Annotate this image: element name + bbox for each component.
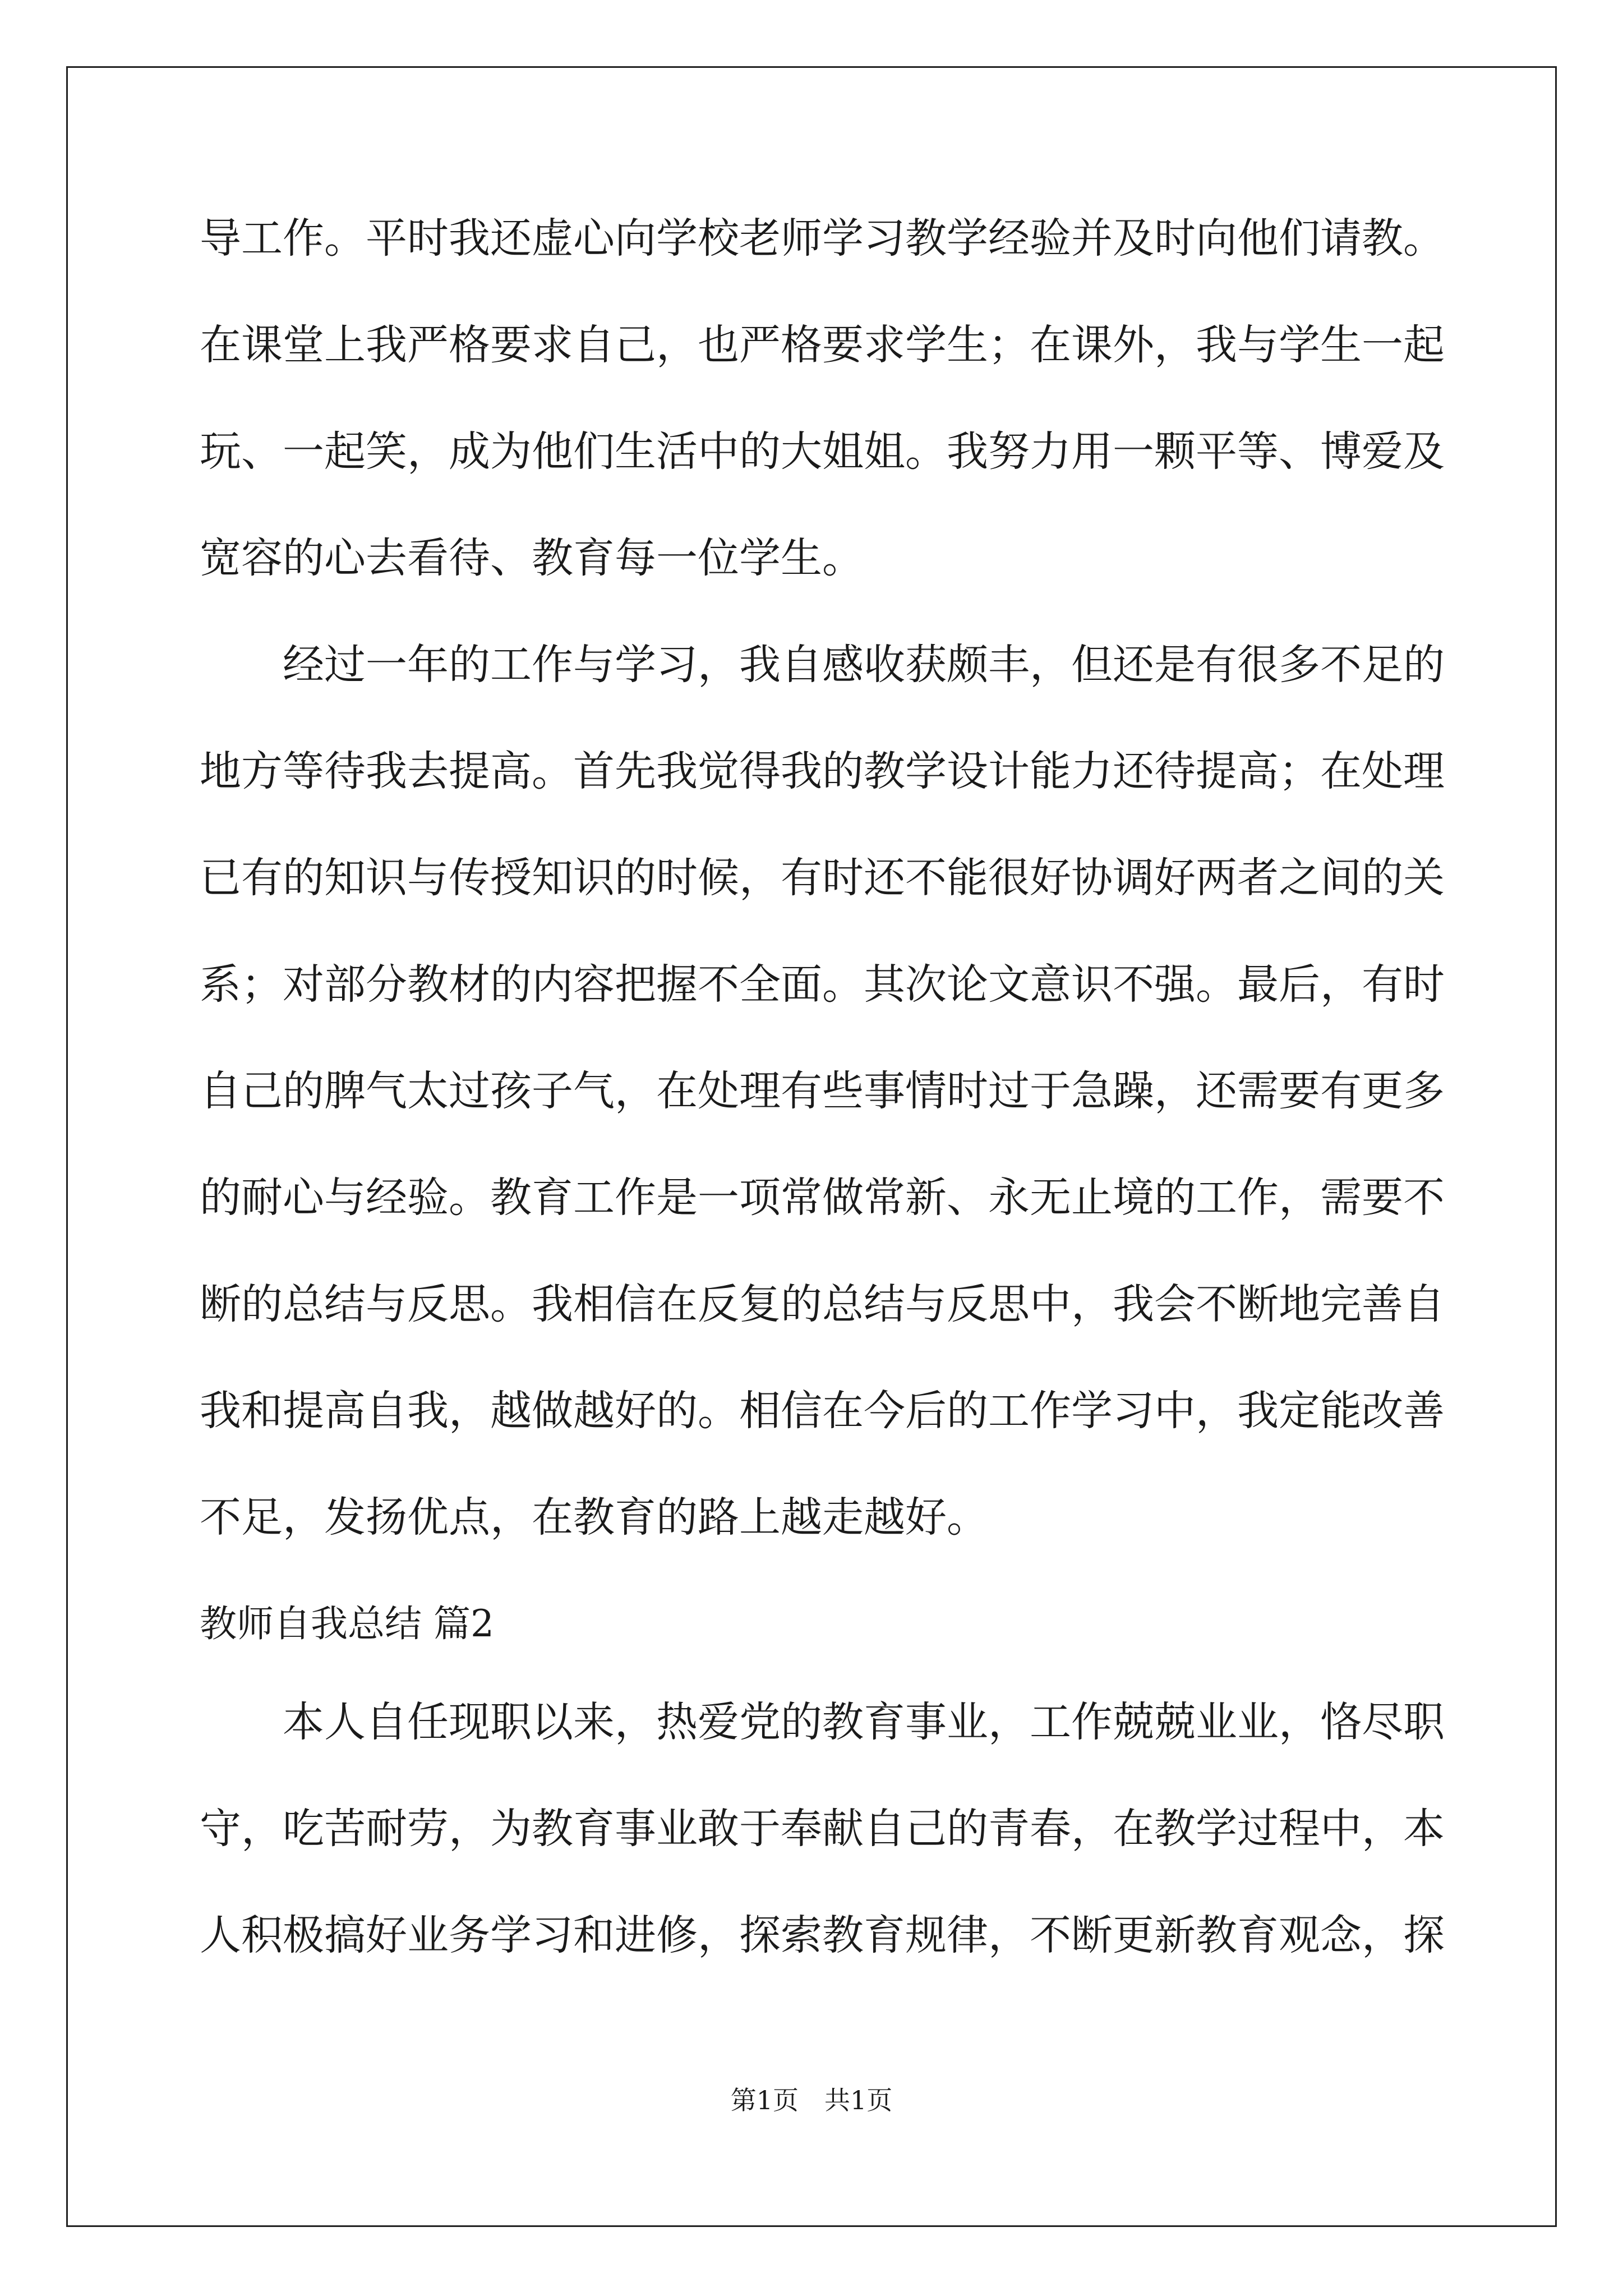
text-line: 的耐心与经验。教育工作是一项常做常新、永无止境的工作，需要不 — [200, 1174, 1445, 1222]
text-line: 导工作。平时我还虚心向学校老师学习教学经验并及时向他们请教。 — [200, 214, 1445, 263]
text-line: 断的总结与反思。我相信在反复的总结与反思中，我会不断地完善自 — [200, 1280, 1445, 1328]
text-line: 我和提高自我，越做越好的。相信在今后的工作学习中，我定能改善 — [200, 1387, 1445, 1435]
text-line: 守，吃苦耐劳，为教育事业敢于奉献自己的青春，在教学过程中，本 — [200, 1805, 1445, 1853]
page-footer: 第1页 共1页 — [730, 2085, 893, 2115]
text-line: 经过一年的工作与学习，我自感收获颇丰，但还是有很多不足的 — [283, 641, 1445, 689]
text-line: 地方等待我去提高。首先我觉得我的教学设计能力还待提高；在处理 — [200, 747, 1445, 795]
text-line: 不足，发扬优点，在教育的路上越走越好。 — [200, 1493, 988, 1542]
text-line: 已有的知识与传授知识的时候，有时还不能很好协调好两者之间的关 — [200, 854, 1445, 902]
text-line: 本人自任现职以来，热爱党的教育事业，工作兢兢业业，恪尽职 — [283, 1698, 1445, 1746]
text-line: 自己的脾气太过孩子气，在处理有些事情时过于急躁，还需要有更多 — [200, 1067, 1445, 1115]
section-heading: 教师自我总结 篇2 — [200, 1602, 494, 1645]
text-line: 人积极搞好业务学习和进修，探索教育规律，不断更新教育观念，探 — [200, 1911, 1445, 1959]
text-line: 在课堂上我严格要求自己，也严格要求学生；在课外，我与学生一起 — [200, 321, 1445, 369]
text-line: 系；对部分教材的内容把握不全面。其次论文意识不强。最后，有时 — [200, 960, 1445, 1009]
text-line: 宽容的心去看待、教育每一位学生。 — [200, 534, 864, 582]
text-line: 玩、一起笑，成为他们生活中的大姐姐。我努力用一颗平等、博爱及 — [200, 427, 1445, 476]
document-body — [200, 208, 1445, 2011]
